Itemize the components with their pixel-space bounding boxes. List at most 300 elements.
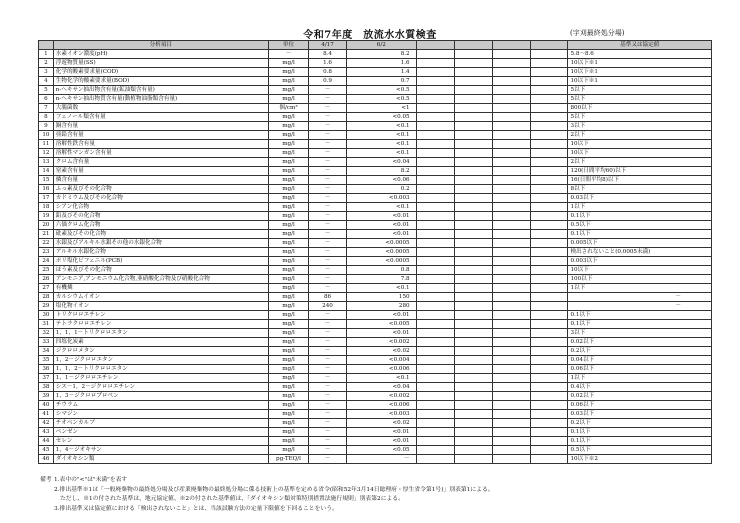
standard-value: 8以下 [568,185,712,194]
empty-cell [530,410,568,419]
value-4-17: － [309,266,347,275]
analysis-item: 六価クロム化合物 [53,221,268,230]
analysis-item: 1，4－ジオキサン [53,446,268,455]
analysis-item: n-ヘキサン抽出物含有量(鉱油類含有量) [53,86,268,95]
water-quality-table [38,40,712,464]
standard-value: 0.03以下 [568,194,712,203]
value-4-17: － [309,194,347,203]
header-no [39,41,54,50]
value-6-2: 8.2 [347,50,417,59]
value-6-2: <0.02 [347,419,417,428]
empty-cell [454,158,492,167]
empty-cell [530,428,568,437]
analysis-item: 1，1－ジクロロエチレン [53,374,268,383]
empty-cell [530,401,568,410]
empty-cell [530,212,568,221]
empty-cell [530,221,568,230]
table-row [39,374,712,383]
row-number: 27 [39,284,54,293]
table-row [39,383,712,392]
table-row [39,203,712,212]
value-6-2: <0.003 [347,410,417,419]
empty-cell [492,437,530,446]
empty-cell [530,167,568,176]
standard-value: 10以下※1 [568,59,712,68]
value-4-17: － [309,203,347,212]
unit: mg/l [268,329,308,338]
empty-cell [492,158,530,167]
empty-cell [492,338,530,347]
standard-value: 0.02以下 [568,392,712,401]
unit: mg/l [268,176,308,185]
unit: mg/l [268,149,308,158]
empty-cell [492,419,530,428]
row-number: 46 [39,455,54,464]
table-row [39,320,712,329]
analysis-item: チオベンカルブ [53,419,268,428]
row-number: 33 [39,338,54,347]
table-row [39,437,712,446]
empty-cell [454,68,492,77]
empty-cell [530,419,568,428]
row-number: 44 [39,437,54,446]
table-row [39,302,712,311]
empty-cell [416,419,454,428]
row-number: 30 [39,311,54,320]
standard-value: 0.003以下 [568,257,712,266]
header-empty-4 [530,41,568,50]
empty-cell [454,338,492,347]
empty-cell [454,455,492,464]
standard-value: 3以下 [568,122,712,131]
value-4-17: － [309,419,347,428]
standard-value: 0.2以下 [568,419,712,428]
standard-value: 10以下 [568,266,712,275]
table-row [39,167,712,176]
unit: mg/l [268,410,308,419]
analysis-item: 四塩化炭素 [53,338,268,347]
empty-cell [530,113,568,122]
value-6-2: <0.0005 [347,257,417,266]
value-4-17: － [309,311,347,320]
empty-cell [454,203,492,212]
row-number: 34 [39,347,54,356]
analysis-item: 1，3－ジクロロプロペン [53,392,268,401]
empty-cell [492,77,530,86]
empty-cell [492,59,530,68]
empty-cell [416,221,454,230]
empty-cell [530,302,568,311]
empty-cell [492,329,530,338]
analysis-item: シス－1，2－ジクロロエチレン [53,383,268,392]
row-number: 13 [39,158,54,167]
empty-cell [492,50,530,59]
value-6-2: <0.003 [347,194,417,203]
empty-cell [530,374,568,383]
value-4-17: 1.6 [309,59,347,68]
unit: mg/l [268,86,308,95]
empty-cell [416,59,454,68]
analysis-item: 1，2－ジクロロエタン [53,356,268,365]
empty-cell [454,356,492,365]
value-4-17: － [309,329,347,338]
empty-cell [454,176,492,185]
empty-cell [492,302,530,311]
analysis-item: 銅含有量 [53,122,268,131]
empty-cell [530,86,568,95]
value-6-2: <0.5 [347,95,417,104]
empty-cell [530,68,568,77]
empty-cell [416,104,454,113]
empty-cell [454,410,492,419]
standard-value: 0.06以下 [568,365,712,374]
table-row [39,284,712,293]
empty-cell [530,293,568,302]
value-6-2: <0.0005 [347,239,417,248]
empty-cell [416,86,454,95]
empty-cell [530,392,568,401]
empty-cell [492,239,530,248]
notes-line-3: ただし、※1の付された基準は、地元協定値、※2の付された基準値は、「ダイオキシン類対策特別措置法施行規則」別表第2による。 [60,496,404,502]
empty-cell [492,401,530,410]
empty-cell [416,140,454,149]
analysis-item: チウラム [53,401,268,410]
standard-value: 0.1以下 [568,230,712,239]
unit: mg/l [268,356,308,365]
empty-cell [530,194,568,203]
value-4-17: － [309,320,347,329]
empty-cell [416,158,454,167]
analysis-item: 砒素及びその化合物 [53,230,268,239]
empty-cell [416,302,454,311]
value-4-17: － [309,356,347,365]
empty-cell [530,50,568,59]
empty-cell [530,95,568,104]
empty-cell [530,338,568,347]
empty-cell [530,59,568,68]
value-6-2: <0.01 [347,230,417,239]
value-4-17: 0.8 [309,68,347,77]
empty-cell [416,239,454,248]
unit: mg/l [268,293,308,302]
value-6-2: <0.06 [347,176,417,185]
unit: mg/l [268,131,308,140]
value-4-17: － [309,365,347,374]
header-empty-3 [492,41,530,50]
value-6-2: <0.01 [347,329,417,338]
empty-cell [416,437,454,446]
value-6-2: <0.05 [347,113,417,122]
empty-cell [416,275,454,284]
standard-value: 5以下 [568,95,712,104]
empty-cell [530,176,568,185]
empty-cell [416,185,454,194]
standard-value: 0.1以下 [568,437,712,446]
table-row [39,158,712,167]
empty-cell [492,320,530,329]
analysis-item: カドミウム及びその化合物 [53,194,268,203]
analysis-item: n-ヘキサン抽出物質含有量(動植物油脂類含有量) [53,95,268,104]
empty-cell [454,167,492,176]
table-row [39,122,712,131]
value-4-17: － [309,95,347,104]
empty-cell [416,410,454,419]
empty-cell [454,428,492,437]
table-row [39,77,712,86]
standard-value: 0.06以下 [568,401,712,410]
value-6-2: <0.05 [347,446,417,455]
value-6-2: 1.6 [347,59,417,68]
analysis-item: アルキル水銀化合物 [53,248,268,257]
empty-cell [416,347,454,356]
table-row [39,113,712,122]
analysis-item: カルシウムイオン [53,293,268,302]
value-4-17: － [309,167,347,176]
empty-cell [492,356,530,365]
row-number: 19 [39,212,54,221]
value-4-17: － [309,185,347,194]
empty-cell [492,203,530,212]
value-4-17: － [309,113,347,122]
empty-cell [530,140,568,149]
value-4-17: － [309,140,347,149]
empty-cell [492,221,530,230]
empty-cell [454,239,492,248]
table-row [39,194,712,203]
row-number: 21 [39,230,54,239]
table-row [39,140,712,149]
table-row [39,356,712,365]
empty-cell [492,284,530,293]
empty-cell [454,95,492,104]
value-6-2: 8.2 [347,167,417,176]
unit: mg/l [268,158,308,167]
empty-cell [492,392,530,401]
unit: mg/l [268,248,308,257]
table-row [39,410,712,419]
empty-cell [416,365,454,374]
analysis-item: ポリ塩化ビフェニル(PCB) [53,257,268,266]
unit: mg/l [268,446,308,455]
empty-cell [530,158,568,167]
analysis-item: 窒素含有量 [53,167,268,176]
analysis-item: ジクロロメタン [53,347,268,356]
row-number: 15 [39,176,54,185]
value-6-2: <0.01 [347,311,417,320]
empty-cell [492,248,530,257]
value-4-17: － [309,455,347,464]
value-6-2: <0.1 [347,122,417,131]
empty-cell [492,185,530,194]
table-row [39,230,712,239]
empty-cell [454,392,492,401]
table-row [39,419,712,428]
unit: mg/l [268,392,308,401]
empty-cell [416,257,454,266]
empty-cell [416,203,454,212]
value-6-2: 7.8 [347,275,417,284]
empty-cell [454,401,492,410]
value-6-2: <0.01 [347,221,417,230]
value-4-17: － [309,383,347,392]
table-row [39,266,712,275]
row-number: 39 [39,392,54,401]
row-number: 22 [39,239,54,248]
value-4-17: － [309,158,347,167]
row-number: 10 [39,131,54,140]
value-6-2: <0.04 [347,158,417,167]
standard-value: 5以下 [568,113,712,122]
table-row [39,365,712,374]
empty-cell [454,311,492,320]
empty-cell [530,122,568,131]
row-number: 3 [39,68,54,77]
unit: mg/l [268,257,308,266]
standard-value: 0.2以下 [568,347,712,356]
empty-cell [530,356,568,365]
empty-cell [454,257,492,266]
table-row [39,428,712,437]
row-number: 24 [39,257,54,266]
row-number: 43 [39,428,54,437]
analysis-item: アンモニア,アンモニウム化合物,亜硝酸化合物及び硝酸化合物 [53,275,268,284]
empty-cell [416,293,454,302]
empty-cell [492,95,530,104]
empty-cell [530,185,568,194]
table-row [39,86,712,95]
empty-cell [492,212,530,221]
value-4-17: － [309,149,347,158]
row-number: 32 [39,329,54,338]
value-6-2: <0.006 [347,365,417,374]
empty-cell [530,347,568,356]
table-row [39,104,712,113]
value-6-2: 0.7 [347,77,417,86]
empty-cell [454,194,492,203]
unit: 個/cm³ [268,104,308,113]
analysis-item: 化学的酸素要求量(COD) [53,68,268,77]
value-4-17: － [309,284,347,293]
unit: mg/l [268,338,308,347]
value-6-2: <0.006 [347,401,417,410]
row-number: 7 [39,104,54,113]
empty-cell [454,347,492,356]
empty-cell [416,167,454,176]
standard-dash: － [675,303,681,309]
empty-cell [416,446,454,455]
empty-cell [454,437,492,446]
value-4-17: － [309,437,347,446]
header-empty-2 [454,41,492,50]
empty-cell [530,446,568,455]
analysis-item: トリクロロエチレン [53,311,268,320]
empty-cell [492,230,530,239]
value-6-2: <0.005 [347,320,417,329]
empty-cell [454,374,492,383]
unit: mg/l [268,230,308,239]
value-6-2: <0.1 [347,131,417,140]
value-4-17: 8.4 [309,50,347,59]
value-4-17: － [309,446,347,455]
table-row [39,392,712,401]
empty-cell [416,230,454,239]
value-4-17: 0.9 [309,77,347,86]
table-row [39,176,712,185]
row-number: 5 [39,86,54,95]
table-row [39,275,712,284]
standard-value: 10以下※2 [568,455,712,464]
row-number: 29 [39,302,54,311]
standard-value: 10以下※1 [568,77,712,86]
empty-cell [492,257,530,266]
empty-cell [454,140,492,149]
empty-cell [530,329,568,338]
analysis-item: 1，1，1－トリクロロエタン [53,329,268,338]
value-6-2: <0.1 [347,374,417,383]
empty-cell [416,392,454,401]
empty-cell [454,104,492,113]
empty-cell [416,356,454,365]
unit: mg/l [268,113,308,122]
empty-cell [492,365,530,374]
empty-cell [530,131,568,140]
value-4-17: － [309,248,347,257]
table-row [39,329,712,338]
empty-cell [530,239,568,248]
standard-value: 10以下※1 [568,68,712,77]
unit: mg/l [268,212,308,221]
empty-cell [454,77,492,86]
notes-label: 備考 [40,477,52,483]
value-6-2: <0.01 [347,437,417,446]
empty-cell [530,230,568,239]
table-row [39,95,712,104]
value-6-2: 150 [347,293,417,302]
empty-cell [530,383,568,392]
row-number: 25 [39,266,54,275]
empty-cell [454,50,492,59]
unit: mg/l [268,347,308,356]
row-number: 9 [39,122,54,131]
value-4-17: － [309,239,347,248]
row-number: 12 [39,149,54,158]
standard-value: 5以下 [568,86,712,95]
row-number: 40 [39,401,54,410]
empty-cell [530,437,568,446]
unit: mg/l [268,365,308,374]
unit: pg-TEQ/l [268,455,308,464]
table-row [39,401,712,410]
standard-value: 5.8～8.6 [568,50,712,59]
empty-cell [530,275,568,284]
standard-value [568,302,712,311]
standard-value: 0.02以下 [568,338,712,347]
standard-value: 0.1以下 [568,212,712,221]
unit: mg/l [268,266,308,275]
row-number: 17 [39,194,54,203]
standard-value [568,293,712,302]
empty-cell [416,383,454,392]
empty-cell [416,284,454,293]
empty-cell [530,284,568,293]
empty-cell [492,122,530,131]
analysis-item: 水素イオン濃度(pH) [53,50,268,59]
analysis-item: 浮遊物質量(SS) [53,59,268,68]
empty-cell [492,428,530,437]
standard-value: 800以下 [568,104,712,113]
row-number: 31 [39,320,54,329]
row-number: 36 [39,365,54,374]
